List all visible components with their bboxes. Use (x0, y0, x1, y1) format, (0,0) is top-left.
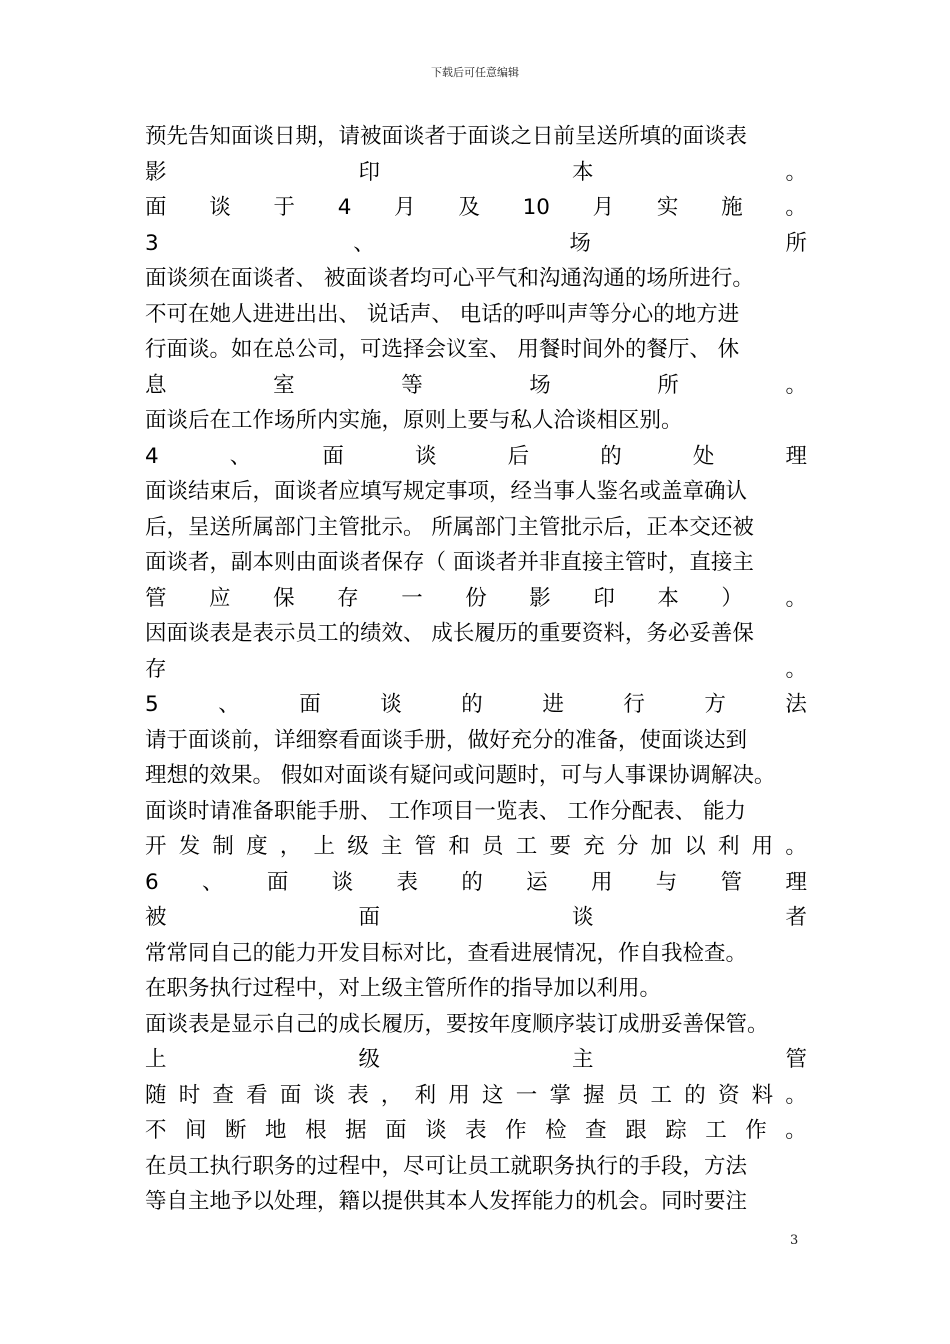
text-token: 员 (482, 834, 504, 859)
text-token: 一 (401, 585, 423, 611)
text-token: 主 (380, 834, 403, 859)
text-token: 印 (593, 585, 615, 611)
text-token: 所 (657, 372, 679, 398)
text-token: 场 (569, 230, 591, 256)
text-token: 管 (145, 585, 167, 611)
text-token: 。 (785, 834, 807, 859)
text-token: 要 (549, 834, 571, 859)
text-line: 面谈须在面谈者、 被面谈者均可心平气和沟通沟通的场所进行。 (145, 266, 754, 291)
text-token: 本 (571, 159, 594, 185)
text-token: 时 (178, 1082, 201, 1108)
text-token: 主 (571, 1047, 594, 1072)
text-token: 用 (590, 869, 613, 895)
document-body (145, 119, 807, 1220)
text-token: 工 (515, 834, 538, 859)
text-token: 4 (145, 443, 159, 469)
text-token: 表 (347, 1082, 369, 1108)
text-token: 方 (704, 692, 726, 717)
text-line: 行面谈。如在总公司，可选择会议室、 用餐时间外的餐厅、 休 (145, 337, 740, 362)
text-token: 管 (720, 869, 743, 895)
text-token: 利 (414, 1082, 437, 1108)
text-token: 上 (313, 834, 336, 859)
text-line: 预先告知面谈日期，请被面谈者于面谈之日前呈送所填的面谈表 (145, 124, 748, 149)
text-line: 常常同自己的能力开发目标对比，查看进展情况，作自我检查。 (145, 940, 748, 966)
text-token: 面 (322, 443, 344, 469)
text-token: 印 (358, 159, 380, 185)
text-token: 。 (785, 159, 807, 185)
text-token: 用 (751, 834, 774, 859)
text-line: 面谈者，副本则由面谈者保存（ 面谈者并非直接主管时，直接主 (145, 550, 754, 575)
text-token: 谈 (415, 443, 437, 469)
text-token: 这 (482, 1082, 504, 1108)
text-token: 级 (358, 1047, 380, 1072)
text-token: 工 (650, 1082, 673, 1108)
text-line: 请于面谈前，详细察看面谈手册，做好充分的准备，使面谈达到 (145, 727, 748, 753)
text-token: 。 (785, 1082, 807, 1108)
text-token: 握 (583, 1082, 605, 1108)
text-token: 者 (785, 905, 807, 930)
text-token: 、 (202, 869, 224, 895)
text-token: 不 (145, 1118, 167, 1143)
text-line (145, 155, 807, 191)
text-token: 地 (265, 1118, 287, 1143)
text-token: 开 (145, 834, 167, 859)
text-token: 面 (358, 905, 380, 930)
text-line: 理想的效果。 假如对面谈有疑问或问题时，可与人事课协调解决。 (145, 763, 776, 788)
text-token: 的 (461, 869, 483, 895)
text-line (145, 190, 807, 226)
text-line: 不可在她人进进出出、 说话声、 电话的呼叫声等分心的地方进 (145, 301, 740, 327)
text-token: 进 (542, 692, 564, 717)
text-token: 本 (657, 585, 679, 611)
text-line (145, 900, 807, 936)
text-line (145, 226, 807, 262)
text-token: 面 (385, 1118, 407, 1143)
text-line (145, 865, 807, 901)
text-token: 存 (145, 656, 167, 682)
text-token: 4 (337, 195, 352, 220)
text-token: 。 (785, 1118, 807, 1143)
text-token: 间 (185, 1118, 207, 1143)
text-token: 用 (448, 1082, 470, 1108)
text-token: 影 (145, 159, 167, 185)
text-token: 谈 (313, 1082, 336, 1108)
text-token: 。 (785, 656, 807, 682)
text-token: 于 (273, 195, 295, 220)
text-token: 运 (526, 869, 548, 895)
text-token: 管 (785, 1047, 807, 1072)
text-token: 与 (655, 869, 678, 895)
text-token: 的 (684, 1082, 706, 1108)
text-line: 面谈表是显示自己的成长履历，要按年度顺序装订成册妥善保管。 (145, 1011, 769, 1037)
text-token: 查 (212, 1082, 234, 1108)
text-token: 分 (616, 834, 639, 859)
text-token: 。 (785, 372, 807, 398)
text-line: 在员工执行职务的过程中，尽可让员工就职务执行的手段，方法 (145, 1153, 748, 1179)
text-token: 根 (305, 1118, 327, 1143)
text-token: 一 (515, 1082, 538, 1108)
text-token: 法 (785, 692, 807, 717)
text-token: 息 (145, 372, 167, 398)
page-header: 下载后可任意编辑 (431, 66, 519, 79)
text-token: 员 (616, 1082, 639, 1108)
text-token: 发 (178, 834, 201, 859)
text-token: 理 (785, 869, 807, 895)
text-token: 被 (145, 905, 167, 930)
text-token: 以 (684, 834, 706, 859)
text-token: 表 (396, 869, 418, 895)
text-token: 后 (507, 443, 530, 469)
text-token: 、 (218, 692, 240, 717)
text-token: 查 (585, 1118, 607, 1143)
text-token: 跟 (625, 1118, 647, 1143)
text-token: 利 (717, 834, 740, 859)
text-token: 踪 (665, 1118, 687, 1143)
text-token: 制 (212, 834, 234, 859)
text-token: 场 (529, 372, 551, 398)
text-token: 影 (529, 585, 551, 611)
text-token: ， (279, 834, 302, 859)
text-token: 谈 (425, 1118, 447, 1143)
text-token: 管 (414, 834, 437, 859)
text-token: 谈 (380, 692, 402, 717)
text-token: 月 (592, 195, 615, 220)
text-token: 施 (721, 195, 743, 220)
text-token: 的 (600, 443, 622, 469)
text-token: 工 (705, 1118, 727, 1143)
text-line (145, 1113, 807, 1149)
text-token: 份 (465, 585, 487, 611)
text-token: 和 (448, 834, 470, 859)
text-line: 面谈结束后，面谈者应填写规定事项，经当事人鉴名或盖章确认 (145, 479, 748, 504)
text-token: 。 (785, 195, 807, 220)
text-line (145, 829, 807, 865)
text-token: 资 (717, 1082, 740, 1108)
text-token: 面 (145, 195, 167, 220)
text-line: 后，呈送所属部门主管批示。 所属部门主管批示后，正本交还被 (145, 514, 754, 540)
text-token: 应 (209, 585, 231, 611)
text-token: 作 (745, 1118, 767, 1143)
text-token: 面 (266, 869, 289, 895)
text-token: 6 (145, 869, 159, 895)
text-token: 10 (522, 195, 550, 220)
text-token: 3 (145, 230, 159, 256)
text-token: 。 (785, 585, 807, 611)
text-token: 的 (461, 692, 483, 717)
text-token: 掌 (549, 1082, 571, 1108)
text-line (145, 1078, 807, 1114)
text-token: 面 (279, 1082, 302, 1108)
text-token: ， (380, 1082, 403, 1108)
text-token: 实 (656, 195, 679, 220)
text-token: 充 (583, 834, 605, 859)
text-line: 在职务执行过程中，对上级主管所作的指导加以利用。 (145, 976, 662, 1001)
text-line: 面谈后在工作场所内实施，原则上要与私人洽谈相区别。 (145, 408, 683, 433)
text-token: 、 (353, 230, 375, 256)
text-token: 处 (692, 443, 715, 469)
page-number: 3 (790, 1233, 799, 1248)
text-line: 面谈时请准备职能手册、 工作项目一览表、 工作分配表、 能力 (145, 798, 747, 824)
text-token: 等 (401, 372, 423, 398)
text-token: 检 (545, 1118, 567, 1143)
text-line (145, 439, 807, 475)
text-token: 据 (345, 1118, 367, 1143)
text-line (145, 687, 807, 723)
text-token: 断 (225, 1118, 247, 1143)
text-token: 理 (785, 443, 807, 469)
text-token: 谈 (331, 869, 354, 895)
text-token: 表 (465, 1118, 487, 1143)
text-token: 看 (246, 1082, 268, 1108)
text-line (145, 1042, 807, 1078)
text-line (145, 652, 807, 688)
text-token: 、 (229, 443, 252, 469)
text-token: 上 (145, 1047, 167, 1072)
text-line: 等自主地予以处理，籍以提供其本人发挥能力的机会。同时要注 (145, 1189, 748, 1214)
text-token: 谈 (571, 905, 594, 930)
text-token: 加 (650, 834, 673, 859)
text-line: 因面谈表是表示员工的绩效、 成长履历的重要资料，务必妥善保 (145, 621, 754, 646)
text-line (145, 581, 807, 617)
text-token: 月 (394, 195, 416, 220)
text-token: 料 (751, 1082, 774, 1108)
text-token: 级 (347, 834, 369, 859)
text-token: 所 (785, 230, 807, 256)
text-token: 随 (145, 1082, 167, 1108)
text-token: ） (721, 585, 743, 611)
text-token: 行 (623, 692, 645, 717)
text-token: 及 (458, 195, 480, 220)
text-token: 室 (273, 372, 295, 398)
text-token: 保 (273, 585, 295, 611)
text-token: 度 (246, 834, 268, 859)
text-line (145, 368, 807, 404)
text-token: 作 (505, 1118, 527, 1143)
text-token: 谈 (209, 195, 231, 220)
text-token: 5 (145, 692, 159, 717)
text-token: 存 (337, 585, 359, 611)
text-token: 面 (299, 692, 321, 717)
